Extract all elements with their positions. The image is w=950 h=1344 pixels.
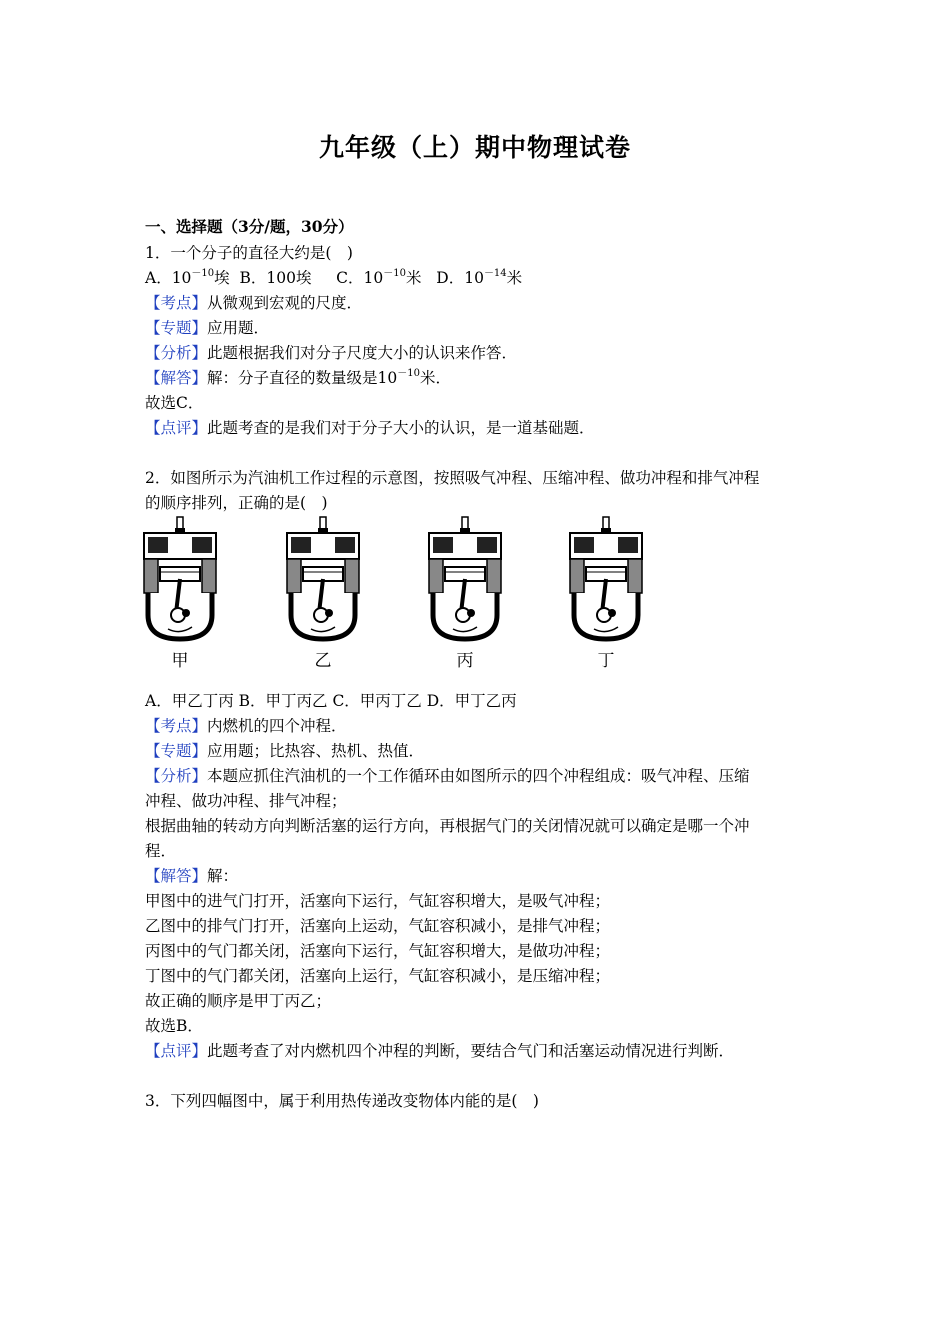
q2-jieda-line: 丙图中的气门都关闭，活塞向下运行，气缸容积增大，是做功冲程； xyxy=(145,942,611,960)
q2-fenxi-line3: 根据曲轴的转动方向判断活塞的运行方向，再根据气门的关闭情况就可以确定是哪一个冲 xyxy=(145,817,750,835)
q2-jieda-line: 故正确的顺序是甲丁丙乙； xyxy=(145,992,332,1010)
tag-kaodian: 【考点】 xyxy=(145,717,208,735)
q2-stem-line1: 2．如图所示为汽油机工作过程的示意图，按照吸气冲程、压缩冲程、做功冲程和排气冲程 xyxy=(145,469,760,487)
tag-dianping: 【点评】 xyxy=(145,1042,208,1060)
q2-zhuanti: 【专题】应用题；比热容、热机、热值． xyxy=(145,742,425,760)
tag-dianping: 【点评】 xyxy=(145,419,208,437)
section-heading: 一、选择题（3分/题，30分） xyxy=(145,217,354,236)
q2-dianping: 【点评】此题考查了对内燃机四个冲程的判断，要结合气门和活塞运动情况进行判断． xyxy=(145,1042,735,1060)
q2-fenxi: 【分析】本题应抓住汽油机的一个工作循环由如图所示的四个冲程组成：吸气冲程、压缩 xyxy=(145,767,750,785)
q1-option-b: B．100埃 xyxy=(239,269,312,287)
q1-kaodian: 【考点】从微观到宏观的尺度． xyxy=(145,294,363,312)
q1-choice: 故选C． xyxy=(145,394,204,412)
q2-choice: 故选B． xyxy=(145,1017,203,1035)
q2-jieda-line: 甲图中的进气门打开，活塞向下运行，气缸容积增大，是吸气冲程； xyxy=(145,892,611,910)
tag-jieda: 【解答】 xyxy=(145,867,208,885)
q2-jieda-line: 乙图中的排气门打开，活塞向上运动，气缸容积减小，是排气冲程； xyxy=(145,917,611,935)
q2-jieda-line: 丁图中的气门都关闭，活塞向上运行，气缸容积减小，是压缩冲程； xyxy=(145,967,611,985)
q2-options: A．甲乙丁丙 B．甲丁丙乙 C．甲丙丁乙 D．甲丁乙丙 xyxy=(145,692,517,710)
q2-fenxi-line4: 程． xyxy=(145,842,177,860)
q1-option-c: C．$10^{-10}$米 xyxy=(336,268,422,287)
tag-fenxi: 【分析】 xyxy=(145,767,208,785)
figure-label-ding: 丁 xyxy=(597,651,615,671)
engine-diagram-yi xyxy=(283,515,363,643)
q2-jieda: 【解答】解： xyxy=(145,867,239,885)
q1-fenxi: 【分析】此题根据我们对分子尺度大小的认识来作答． xyxy=(145,344,518,362)
figure-label-jia: 甲 xyxy=(171,651,189,671)
figure-label-bing: 丙 xyxy=(456,651,474,671)
engine-diagram-jia xyxy=(140,515,220,643)
q1-stem: 1．一个分子的直径大约是( ) xyxy=(145,244,353,262)
q1-option-d: D．$10^{-14}$米 xyxy=(436,268,523,287)
page-title: 九年级（上）期中物理试卷 xyxy=(318,133,631,162)
tag-zhuanti: 【专题】 xyxy=(145,742,208,760)
q1-zhuanti: 【专题】应用题． xyxy=(145,319,270,337)
q2-kaodian: 【考点】内燃机的四个冲程． xyxy=(145,717,347,735)
tag-fenxi: 【分析】 xyxy=(145,344,208,362)
engine-diagram-ding xyxy=(566,515,646,643)
tag-jieda: 【解答】 xyxy=(145,369,208,387)
q2-stem-line2: 的顺序排列，正确的是( ) xyxy=(145,494,328,512)
engine-diagram-bing xyxy=(425,515,505,643)
q1-option-a: A．$10^{-10}$埃 xyxy=(145,268,230,287)
q3-stem: 3．下列四幅图中，属于利用热传递改变物体内能的是( ) xyxy=(145,1092,539,1110)
q1-options xyxy=(145,268,522,288)
q2-fenxi-line2: 冲程、做功冲程、排气冲程； xyxy=(145,792,347,810)
tag-zhuanti: 【专题】 xyxy=(145,319,208,337)
figure-label-yi: 乙 xyxy=(314,651,332,671)
q1-jieda: 【解答】解：分子直径的数量级是$10^{-10}$米． xyxy=(145,368,451,387)
tag-kaodian: 【考点】 xyxy=(145,294,208,312)
q1-dianping: 【点评】此题考查的是我们对于分子大小的认识，是一道基础题． xyxy=(145,419,595,437)
